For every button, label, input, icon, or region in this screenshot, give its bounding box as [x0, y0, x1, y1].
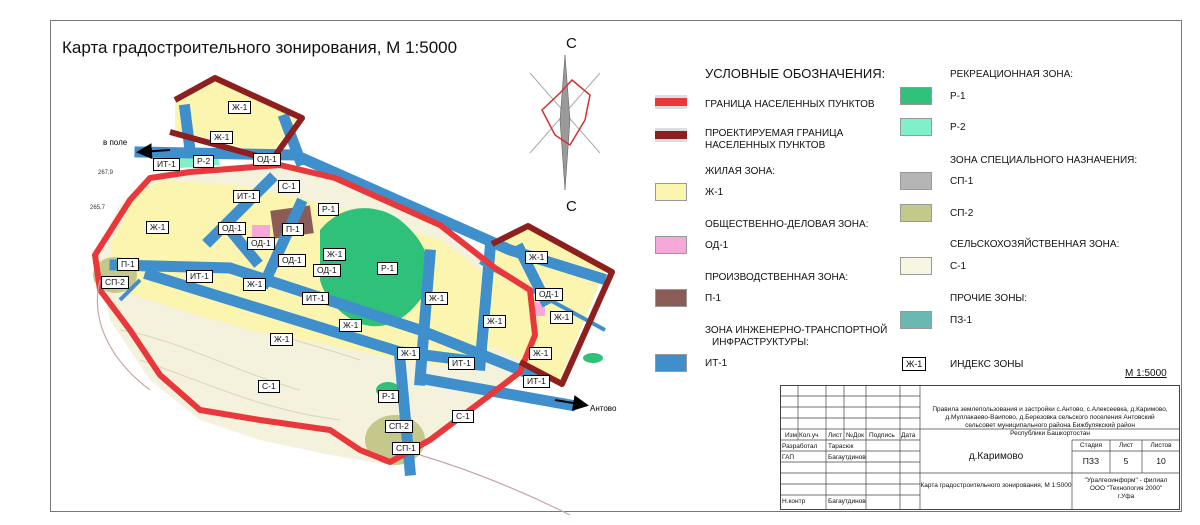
map-label: СП-2: [101, 276, 129, 289]
stamp-stage: ПЗЗ: [1082, 456, 1100, 466]
stamp-r3-name: Багаутдинов: [828, 498, 866, 505]
stamp-h-list: Лист: [828, 432, 843, 439]
legend-swatch-public: [655, 236, 687, 254]
map-label: П-1: [117, 258, 139, 271]
north-label-bottom: С: [566, 198, 577, 215]
legend-infra-head-2: ИНФРАСТРУКТУРЫ:: [712, 337, 809, 348]
stamp-sheet: 5: [1123, 456, 1129, 466]
legend-residential-1: Ж-1: [705, 187, 724, 198]
legend-swatch-recreation-1: [900, 87, 932, 105]
legend-public-1: ОД-1: [705, 240, 729, 251]
height-mark: 265,7: [90, 205, 106, 211]
stamp-sheets: 10: [1156, 456, 1166, 466]
legend-header: УСЛОВНЫЕ ОБОЗНАЧЕНИЯ:: [705, 66, 886, 81]
map-label: Р-1: [378, 390, 399, 403]
legend-agri-head: СЕЛЬСКОХОЗЯЙСТВЕННАЯ ЗОНА:: [950, 239, 1120, 250]
legend-swatch-proj-boundary: [655, 128, 687, 142]
legend-swatch-recreation-2: [900, 118, 932, 136]
map-label: ОД-1: [218, 222, 246, 235]
legend-swatch-boundary: [655, 95, 687, 109]
legend-boundary: ГРАНИЦА НАСЕЛЕННЫХ ПУНКТОВ: [705, 99, 875, 110]
stamp-org-2: ООО "Технология 2000": [1089, 485, 1163, 492]
legend-residential-head: ЖИЛАЯ ЗОНА:: [705, 166, 776, 177]
map-title: Карта градостроительного зонирования, М 1:5000: [62, 38, 458, 57]
map-label: ОД-1: [247, 237, 275, 250]
stamp-h-sheet: Лист: [1118, 442, 1134, 449]
legend-swatch-industrial: [655, 289, 687, 307]
map-label: ИТ-1: [302, 292, 329, 305]
legend-special-head: ЗОНА СПЕЦИАЛЬНОГО НАЗНАЧЕНИЯ:: [950, 155, 1138, 166]
map-label: ОД-1: [278, 254, 306, 267]
map-label: ИТ-1: [523, 375, 550, 388]
map-label: С-1: [278, 180, 300, 193]
stamp-h-stage: Стадия: [1079, 442, 1103, 449]
legend-special-2: СП-2: [950, 208, 974, 219]
map-label: ИТ-1: [233, 190, 260, 203]
stamp-h-data: Дата: [901, 432, 916, 439]
map-label: Р-2: [193, 155, 214, 168]
stamp-desc-2: д.Муллакаево-Ваипово, д.Березовка сельского поселения Антовский: [945, 414, 1155, 421]
legend-other-1: ПЗ-1: [950, 315, 973, 326]
legend-scale: М 1:5000: [1125, 368, 1167, 379]
legend-swatch-residential: [655, 183, 687, 201]
stamp-h-kol: Кол.уч: [799, 432, 819, 439]
legend-special-1: СП-1: [950, 176, 974, 187]
stamp-desc-3: сельсовет муниципального района Бижбулякский район: [965, 422, 1135, 429]
stamp-h-izm: Изм: [785, 432, 798, 439]
legend-index-sample: Ж-1: [902, 357, 926, 371]
map-label: Ж-1: [525, 251, 548, 264]
legend-infra-1: ИТ-1: [705, 358, 728, 369]
map-label: Ж-1: [483, 315, 506, 328]
map-label: Ж-1: [323, 248, 346, 261]
north-label-top: С: [566, 35, 577, 52]
height-mark: 267,9: [98, 170, 114, 176]
legend-swatch-special-1: [900, 172, 932, 190]
legend-swatch-other: [900, 311, 932, 329]
north-arrow-wind-rose: [520, 35, 610, 200]
map-label: Ж-1: [425, 292, 448, 305]
stamp-desc-4: Республики Башкортостан: [1010, 430, 1090, 437]
map-label: С-1: [258, 380, 280, 393]
legend-recreation-head: РЕКРЕАЦИОННАЯ ЗОНА:: [950, 69, 1074, 80]
map-label: Ж-1: [529, 347, 552, 360]
map-label: СП-1: [392, 442, 420, 455]
map-label: ИТ-1: [448, 357, 475, 370]
stamp-h-ndok: №Док: [846, 432, 864, 439]
map-label: ОД-1: [535, 288, 563, 301]
stamp-org-1: "Уралгеоинформ" - филиал: [1084, 477, 1168, 484]
road-label-field: в поле: [103, 138, 128, 147]
legend-other-head: ПРОЧИЕ ЗОНЫ:: [950, 293, 1028, 304]
legend-agri-1: С-1: [950, 261, 967, 272]
stamp-r2-name: Багаутдинов: [828, 454, 866, 461]
legend-industrial-head: ПРОИЗВОДСТВЕННАЯ ЗОНА:: [705, 272, 849, 283]
map-label: П-1: [282, 223, 304, 236]
map-label: ИТ-1: [186, 270, 213, 283]
legend-recreation-2: Р-2: [950, 122, 966, 133]
legend-proj-boundary-2: НАСЕЛЕННЫХ ПУНКТОВ: [705, 140, 826, 151]
stamp-r3-role: Н.контр: [782, 498, 806, 505]
map-label: ОД-1: [253, 153, 281, 166]
stamp-org-3: г.Уфа: [1117, 493, 1135, 500]
stamp-r1-role: Разработал: [782, 443, 818, 450]
stamp-r1-name: Тарасюк: [828, 443, 854, 450]
stamp-r2-role: ГАП: [782, 454, 795, 461]
field-road-grey: [420, 455, 570, 515]
map-label: ИТ-1: [153, 158, 180, 171]
legend-swatch-infra: [655, 354, 687, 372]
map-label: Ж-1: [270, 333, 293, 346]
map-label: Ж-1: [397, 347, 420, 360]
map-label: Р-1: [318, 203, 339, 216]
stamp-place: д.Каримово: [968, 451, 1024, 462]
map-label: СП-2: [385, 420, 413, 433]
map-label: Ж-1: [210, 131, 233, 144]
map-label: Ж-1: [550, 311, 573, 324]
legend-proj-boundary-1: ПРОЕКТИРУЕМАЯ ГРАНИЦА: [705, 128, 844, 139]
map-label: Р-1: [377, 262, 398, 275]
stamp-sheet-title: Карта градостроительного зонирования, М 1:5000: [920, 482, 1072, 489]
stamp-desc-1: Правила землепользования и застройки с.Антово, с.Алексеевка, д.Каримово,: [932, 406, 1168, 413]
legend-public-head: ОБЩЕСТВЕННО-ДЕЛОВАЯ ЗОНА:: [705, 219, 869, 230]
map-label: С-1: [452, 410, 474, 423]
legend-swatch-agri: [900, 257, 932, 275]
legend-swatch-special-2: [900, 204, 932, 222]
legend-infra-head-1: ЗОНА ИНЖЕНЕРНО-ТРАНСПОРТНОЙ: [705, 325, 888, 336]
recreation-area-small-2: [583, 353, 603, 363]
map-label: Ж-1: [339, 319, 362, 332]
map-label: Ж-1: [146, 221, 169, 234]
map-label: Ж-1: [243, 278, 266, 291]
map-label: Ж-1: [228, 101, 251, 114]
legend-industrial-1: П-1: [705, 293, 722, 304]
map-label: ОД-1: [313, 264, 341, 277]
legend-index-label: ИНДЕКС ЗОНЫ: [950, 359, 1024, 370]
stamp-h-podp: Подпись: [869, 432, 895, 439]
stamp-h-sheets: Листов: [1150, 442, 1172, 449]
road-label-antovo: Антово: [590, 404, 617, 413]
legend-recreation-1: Р-1: [950, 91, 966, 102]
